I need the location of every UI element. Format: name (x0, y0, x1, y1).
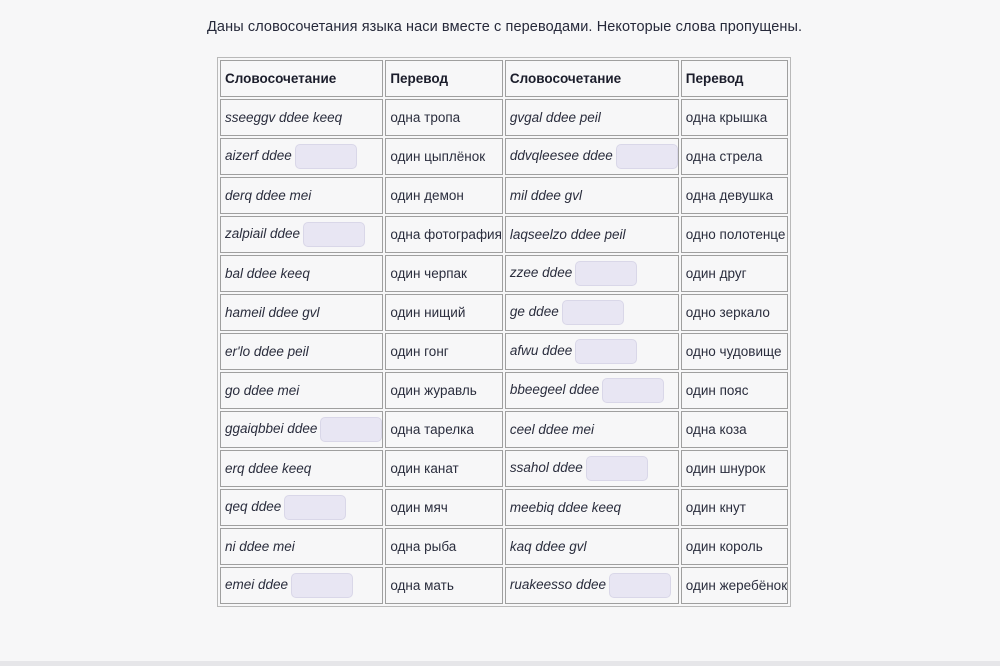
right-phrase-cell (505, 567, 679, 604)
left-missing-word-slot[interactable] (291, 573, 353, 598)
left-translation-cell: один мяч (385, 489, 503, 526)
left-translation-cell: одна тарелка (385, 411, 503, 448)
right-phrase-cell (505, 255, 679, 292)
right-translation-cell: один друг (681, 255, 788, 292)
right-missing-word-slot[interactable] (575, 261, 637, 286)
left-phrase-text: zalpiail ddee (225, 226, 301, 242)
right-phrase-cell (505, 138, 679, 175)
right-phrase-text: afwu ddee (509, 343, 573, 359)
right-phrase-text: ssahol ddee (509, 460, 583, 476)
left-phrase-cell (220, 255, 383, 292)
left-phrase-text: aizerf ddee (225, 148, 292, 164)
left-phrase-text: emei ddee (225, 577, 289, 593)
right-translation-cell: одна стрела (681, 138, 788, 175)
right-missing-word-slot[interactable] (609, 573, 671, 598)
right-phrase-text: ruakeesso ddee (509, 577, 606, 593)
left-phrase-text: go ddee mei (225, 383, 300, 398)
right-phrase-cell (505, 372, 679, 409)
right-missing-word-slot[interactable] (562, 300, 624, 325)
table-row (220, 99, 788, 136)
right-phrase-text: zzee ddee (509, 265, 573, 281)
right-translation-cell: одна девушка (681, 177, 788, 214)
header-translation-left: Перевод (385, 60, 503, 97)
left-phrase-cell (220, 138, 383, 175)
table-row (220, 567, 788, 604)
right-phrase-text: ge ddee (509, 304, 559, 320)
left-phrase-text: erq ddee keeq (225, 461, 312, 476)
left-phrase-cell (220, 411, 383, 448)
right-translation-cell: одно чудовище (681, 333, 788, 370)
right-phrase-text: meebiq ddee keeq (509, 500, 621, 515)
vocabulary-table-container (217, 57, 791, 607)
left-translation-cell: один черпак (385, 255, 503, 292)
left-translation-cell: одна рыба (385, 528, 503, 565)
left-phrase-cell (220, 294, 383, 331)
right-phrase-cell (505, 294, 679, 331)
header-phrase-right: Словосочетание (505, 60, 679, 97)
left-phrase-text: ggaiqbbei ddee (225, 421, 318, 437)
left-phrase-cell (220, 528, 383, 565)
left-missing-word-slot[interactable] (320, 417, 382, 442)
right-translation-cell: один пояс (681, 372, 788, 409)
left-phrase-cell (220, 216, 383, 253)
right-phrase-text: mil ddee gvl (509, 188, 582, 203)
right-phrase-cell (505, 333, 679, 370)
table-row (220, 255, 788, 292)
left-phrase-cell (220, 567, 383, 604)
right-missing-word-slot[interactable] (575, 339, 637, 364)
right-translation-cell: один шнурок (681, 450, 788, 487)
right-phrase-text: kaq ddee gvl (509, 539, 587, 554)
table-body (220, 99, 788, 604)
table-row (220, 177, 788, 214)
right-phrase-cell (505, 411, 679, 448)
table-row (220, 372, 788, 409)
table-row (220, 450, 788, 487)
right-phrase-cell (505, 177, 679, 214)
table-row (220, 528, 788, 565)
right-translation-cell: одна коза (681, 411, 788, 448)
left-translation-cell: один цыплёнок (385, 138, 503, 175)
left-missing-word-slot[interactable] (295, 144, 357, 169)
right-missing-word-slot[interactable] (602, 378, 664, 403)
left-phrase-cell (220, 99, 383, 136)
table-row (220, 333, 788, 370)
left-phrase-text: sseeggv ddee keeq (225, 110, 343, 125)
table-row (220, 216, 788, 253)
bottom-edge-bar (0, 661, 1000, 666)
table-row (220, 138, 788, 175)
left-translation-cell: одна тропа (385, 99, 503, 136)
left-phrase-cell (220, 489, 383, 526)
right-phrase-cell (505, 99, 679, 136)
right-translation-cell: один кнут (681, 489, 788, 526)
right-translation-cell: один жеребёнок (681, 567, 788, 604)
left-translation-cell: один журавль (385, 372, 503, 409)
left-translation-cell: один канат (385, 450, 503, 487)
vocabulary-table (217, 57, 791, 607)
right-missing-word-slot[interactable] (586, 456, 648, 481)
right-phrase-text: ddvqleesee ddee (509, 148, 613, 164)
right-phrase-text: gvgal ddee peil (509, 110, 601, 125)
right-phrase-cell (505, 216, 679, 253)
left-translation-cell: один нищий (385, 294, 503, 331)
header-phrase-left: Словосочетание (220, 60, 383, 97)
left-missing-word-slot[interactable] (303, 222, 365, 247)
left-phrase-cell (220, 450, 383, 487)
right-phrase-text: bbeegeel ddee (509, 382, 600, 398)
left-phrase-text: ni ddee mei (225, 539, 295, 554)
table-row (220, 294, 788, 331)
right-translation-cell: одна крышка (681, 99, 788, 136)
left-missing-word-slot[interactable] (284, 495, 346, 520)
right-translation-cell: одно зеркало (681, 294, 788, 331)
table-row (220, 411, 788, 448)
left-phrase-text: qeq ddee (225, 499, 282, 515)
right-missing-word-slot[interactable] (616, 144, 678, 169)
left-phrase-cell (220, 372, 383, 409)
left-phrase-text: er'lo ddee peil (225, 344, 309, 359)
table-header-row (220, 60, 788, 97)
left-phrase-cell (220, 333, 383, 370)
left-phrase-text: hameil ddee gvl (225, 305, 320, 320)
right-phrase-text: ceel ddee mei (509, 422, 594, 437)
right-phrase-text: laqseelzo ddee peil (509, 227, 626, 242)
right-translation-cell: один король (681, 528, 788, 565)
right-phrase-cell (505, 450, 679, 487)
left-phrase-cell (220, 177, 383, 214)
right-phrase-cell (505, 528, 679, 565)
left-translation-cell: один гонг (385, 333, 503, 370)
right-translation-cell: одно полотенце (681, 216, 788, 253)
left-phrase-text: derq ddee mei (225, 188, 312, 203)
task-instruction: Даны словосочетания языка наси вместе с переводами. Некоторые слова пропущены. (207, 19, 803, 35)
table-row (220, 489, 788, 526)
right-phrase-cell (505, 489, 679, 526)
left-translation-cell: одна мать (385, 567, 503, 604)
left-translation-cell: один демон (385, 177, 503, 214)
left-translation-cell: одна фотография (385, 216, 503, 253)
header-translation-right: Перевод (681, 60, 788, 97)
left-phrase-text: bal ddee keeq (225, 266, 310, 281)
